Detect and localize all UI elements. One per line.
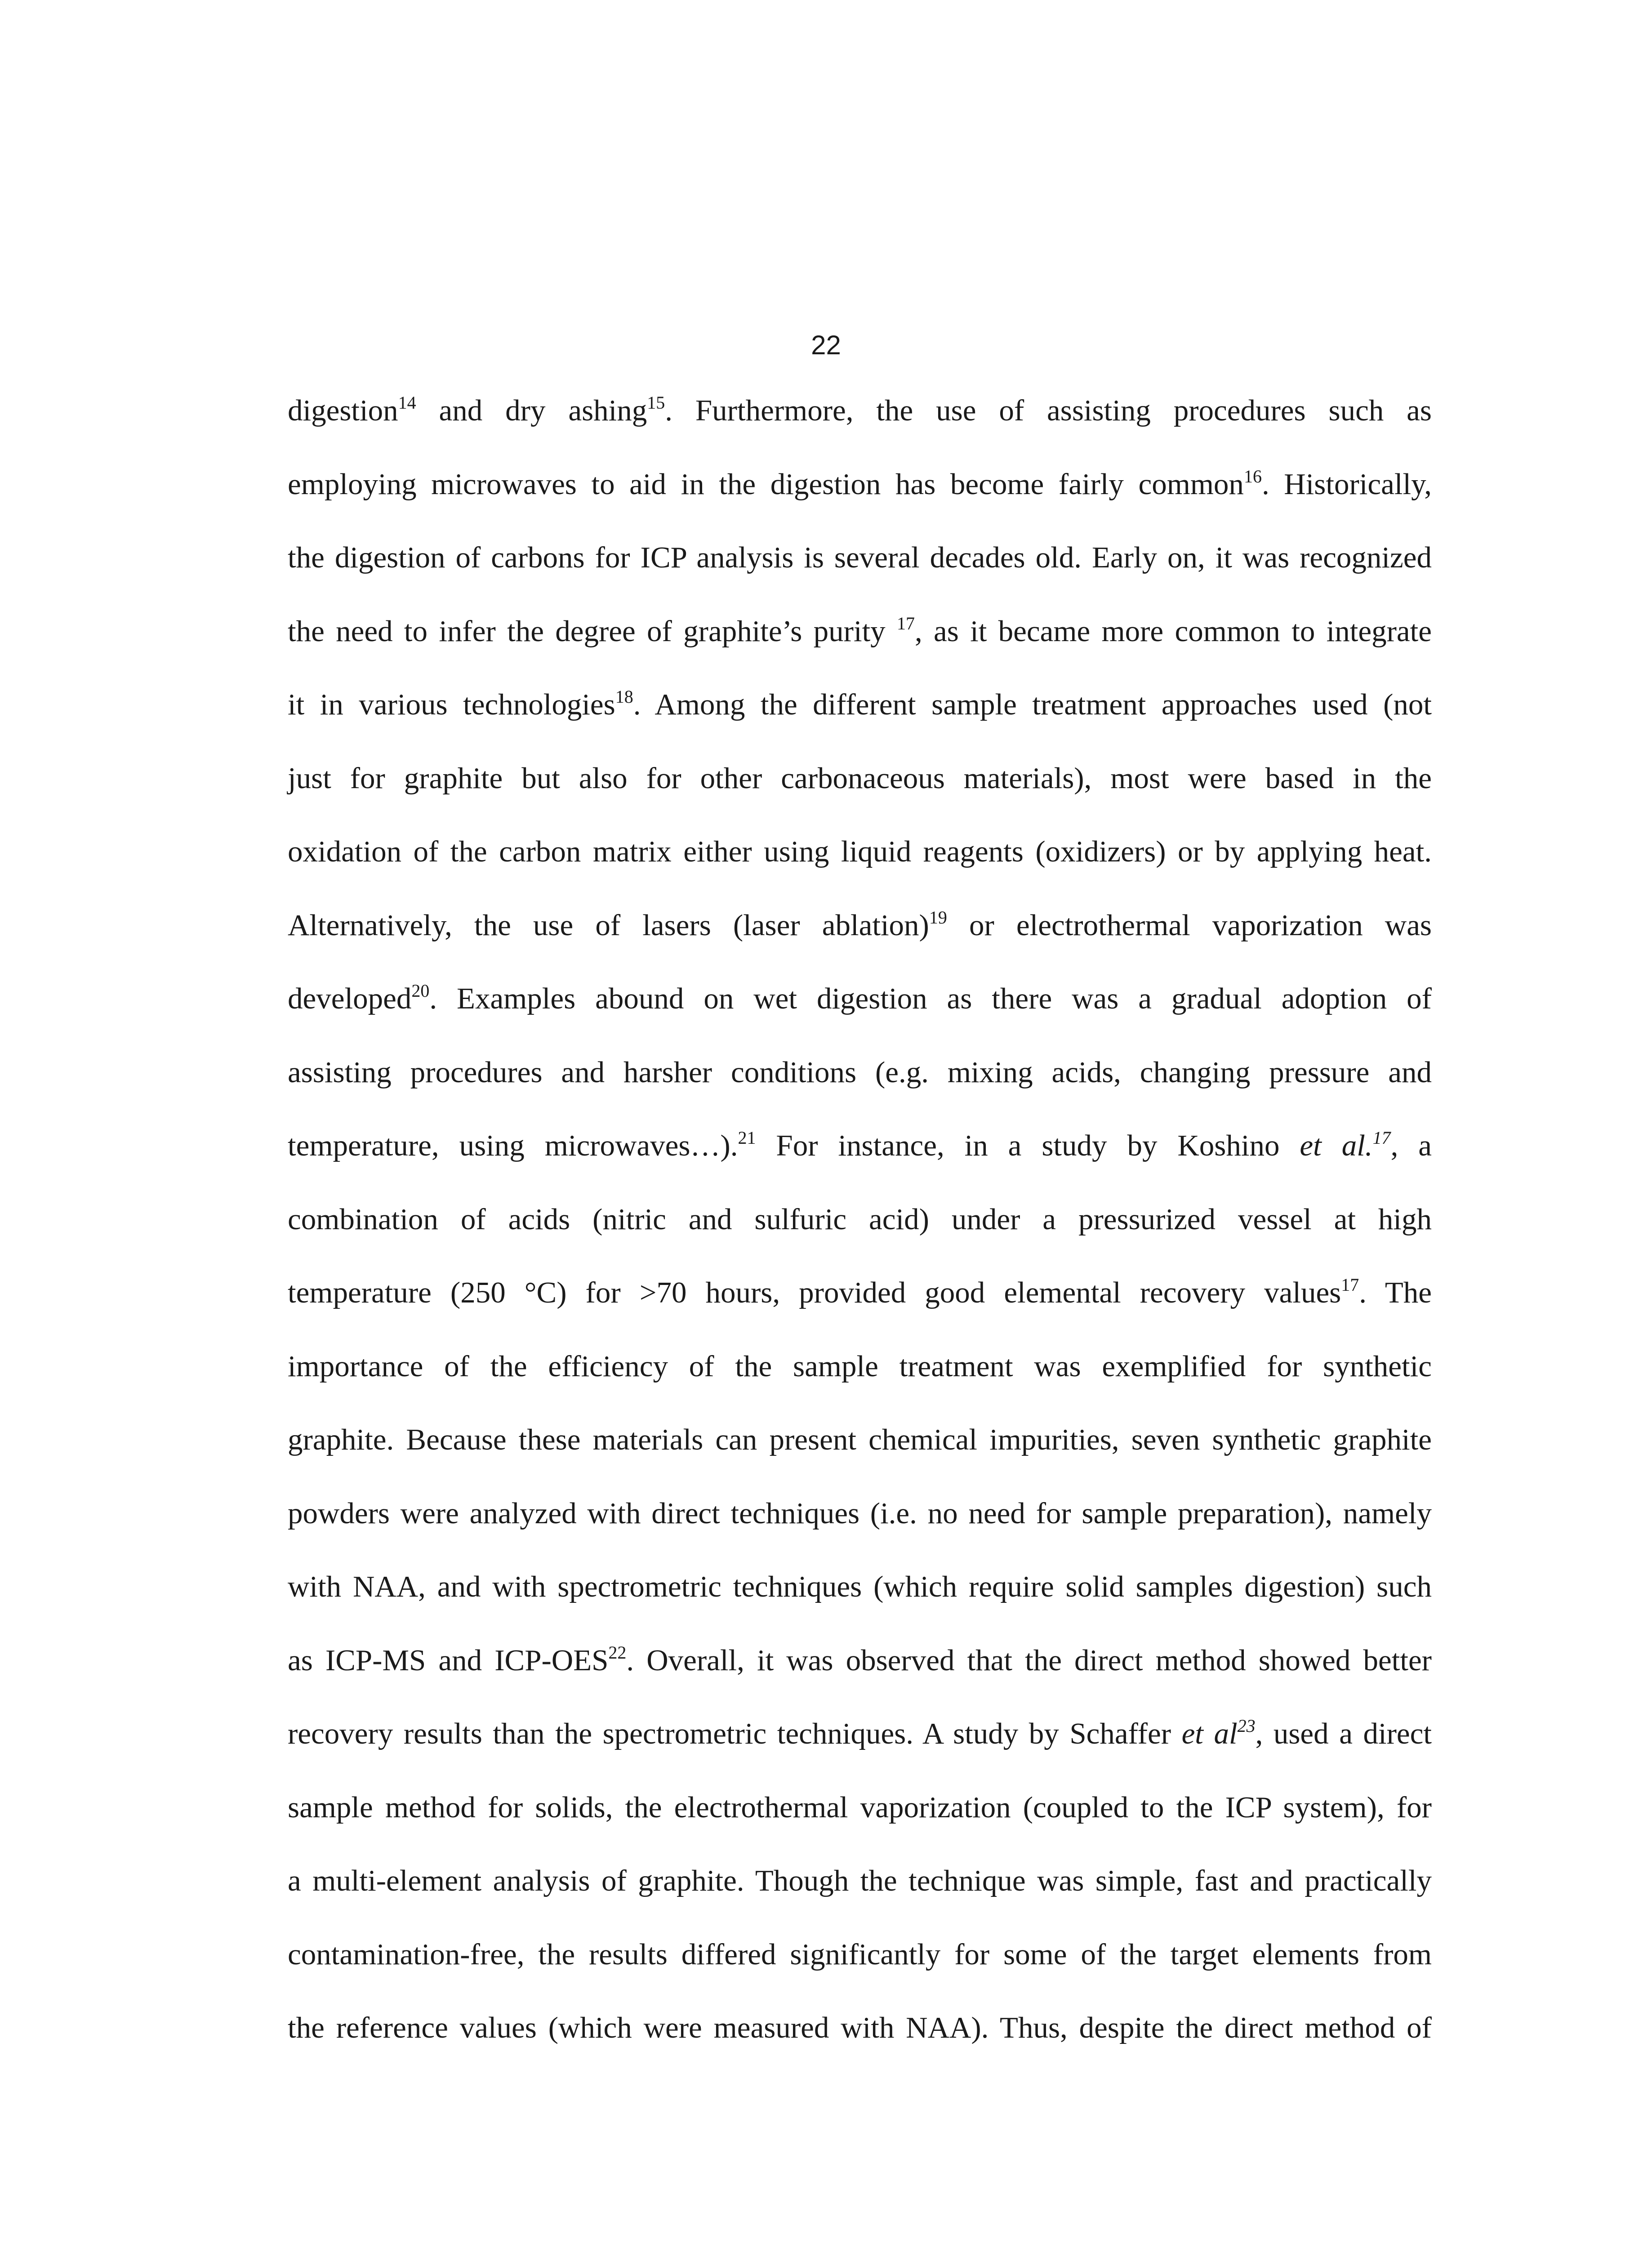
text-line [288, 1640, 1432, 1714]
text-run: developed [288, 982, 412, 1015]
text-run: . Historically, [1261, 467, 1432, 501]
citation-superscript: 14 [398, 393, 416, 413]
text-line [288, 1713, 1432, 1787]
text-run: or electrothermal vaporization was [947, 908, 1432, 942]
citation-superscript: 22 [608, 1642, 627, 1663]
text-run: employing microwaves to aid in the digestion has become fairly common [288, 467, 1244, 501]
citation-superscript: 15 [647, 393, 665, 413]
text-run: it in various technologies [288, 688, 615, 721]
italic-text: et al [1181, 1717, 1238, 1750]
text-run: temperature (250 °C) for >70 hours, provided good elemental recovery values [288, 1276, 1341, 1309]
text-run: . The [1359, 1276, 1432, 1309]
text-line [288, 1052, 1432, 1126]
text-line [288, 390, 1432, 464]
text-run: just for graphite but also for other carbonaceous materials), most were based in the [288, 761, 1432, 795]
text-line [288, 2007, 1432, 2081]
text-line [288, 1346, 1432, 1420]
text-line [288, 1199, 1432, 1273]
text-line [288, 758, 1432, 832]
text-run: , as it became more common to integrate [914, 614, 1432, 648]
text-run: digestion [288, 394, 398, 427]
body-paragraph [288, 390, 1432, 2081]
text-line [288, 1787, 1432, 1861]
text-run: and dry ashing [416, 394, 647, 427]
text-run: graphite. Because these materials can present chemical impurities, seven synthetic graphite [288, 1423, 1432, 1456]
text-line [288, 1934, 1432, 2008]
page-number: 22 [811, 330, 841, 360]
text-line [288, 905, 1432, 979]
text-run: . Examples abound on wet digestion as there was a gradual adoption of [429, 982, 1432, 1015]
text-run: , used a direct [1255, 1717, 1432, 1750]
text-run: combination of acids (nitric and sulfuric acid) under a pressurized vessel at high [288, 1202, 1432, 1236]
text-line [288, 1419, 1432, 1493]
text-run: sample method for solids, the electrothermal vaporization (coupled to the ICP system), for [288, 1790, 1432, 1824]
citation-superscript: 21 [738, 1128, 756, 1148]
text-run: the need to infer the degree of graphite’s purity [288, 614, 897, 648]
text-run: as ICP-MS and ICP-OES [288, 1643, 609, 1677]
text-line [288, 978, 1432, 1052]
italic-text: et al. [1300, 1129, 1373, 1162]
text-line [288, 611, 1432, 685]
text-run: recovery results than the spectrometric techniques. A study by Schaffer [288, 1717, 1182, 1750]
text-line [288, 684, 1432, 758]
text-run: assisting procedures and harsher conditions (e.g. mixing acids, changing pressure and [288, 1055, 1432, 1089]
text-line [288, 1493, 1432, 1567]
text-run: contamination-free, the results differed significantly for some of the target elements from [288, 1937, 1432, 1971]
text-run: Alternatively, the use of lasers (laser ablation) [288, 908, 929, 942]
text-run: . Furthermore, the use of assisting procedures such as [665, 394, 1432, 427]
text-run: . Among the different sample treatment approaches used (not [633, 688, 1432, 721]
citation-superscript: 16 [1243, 466, 1262, 486]
text-line [288, 1566, 1432, 1640]
citation-superscript: 19 [929, 907, 947, 928]
text-line [288, 831, 1432, 905]
text-run: the digestion of carbons for ICP analysis is several decades old. Early on, it was recognized [288, 541, 1432, 574]
text-run: , a [1390, 1129, 1432, 1162]
citation-superscript: 20 [411, 981, 430, 1001]
text-run: For instance, in a study by Koshino [756, 1129, 1300, 1162]
text-run: the reference values (which were measured with NAA). Thus, despite the direct method of [288, 2011, 1432, 2044]
text-line [288, 537, 1432, 611]
citation-superscript: 23 [1237, 1716, 1256, 1736]
citation-superscript: 18 [615, 687, 633, 707]
text-line [288, 1860, 1432, 1934]
text-run: importance of the efficiency of the sample treatment was exemplified for synthetic [288, 1349, 1432, 1383]
citation-superscript: 17 [1372, 1128, 1391, 1148]
citation-superscript: 17 [1341, 1275, 1359, 1295]
text-line [288, 1125, 1432, 1199]
text-run: temperature, using microwaves…). [288, 1129, 738, 1162]
text-line [288, 1272, 1432, 1346]
citation-superscript: 17 [896, 613, 915, 633]
text-run: powders were analyzed with direct techniques (i.e. no need for sample preparation), namely [288, 1496, 1432, 1530]
text-run: a multi-element analysis of graphite. Though the technique was simple, fast and practically [288, 1864, 1432, 1897]
text-run: oxidation of the carbon matrix either using liquid reagents (oxidizers) or by applying heat. [288, 835, 1432, 868]
text-run: . Overall, it was observed that the direct method showed better [626, 1643, 1432, 1677]
text-run: with NAA, and with spectrometric techniques (which require solid samples digestion) such [288, 1570, 1432, 1603]
text-line [288, 464, 1432, 538]
